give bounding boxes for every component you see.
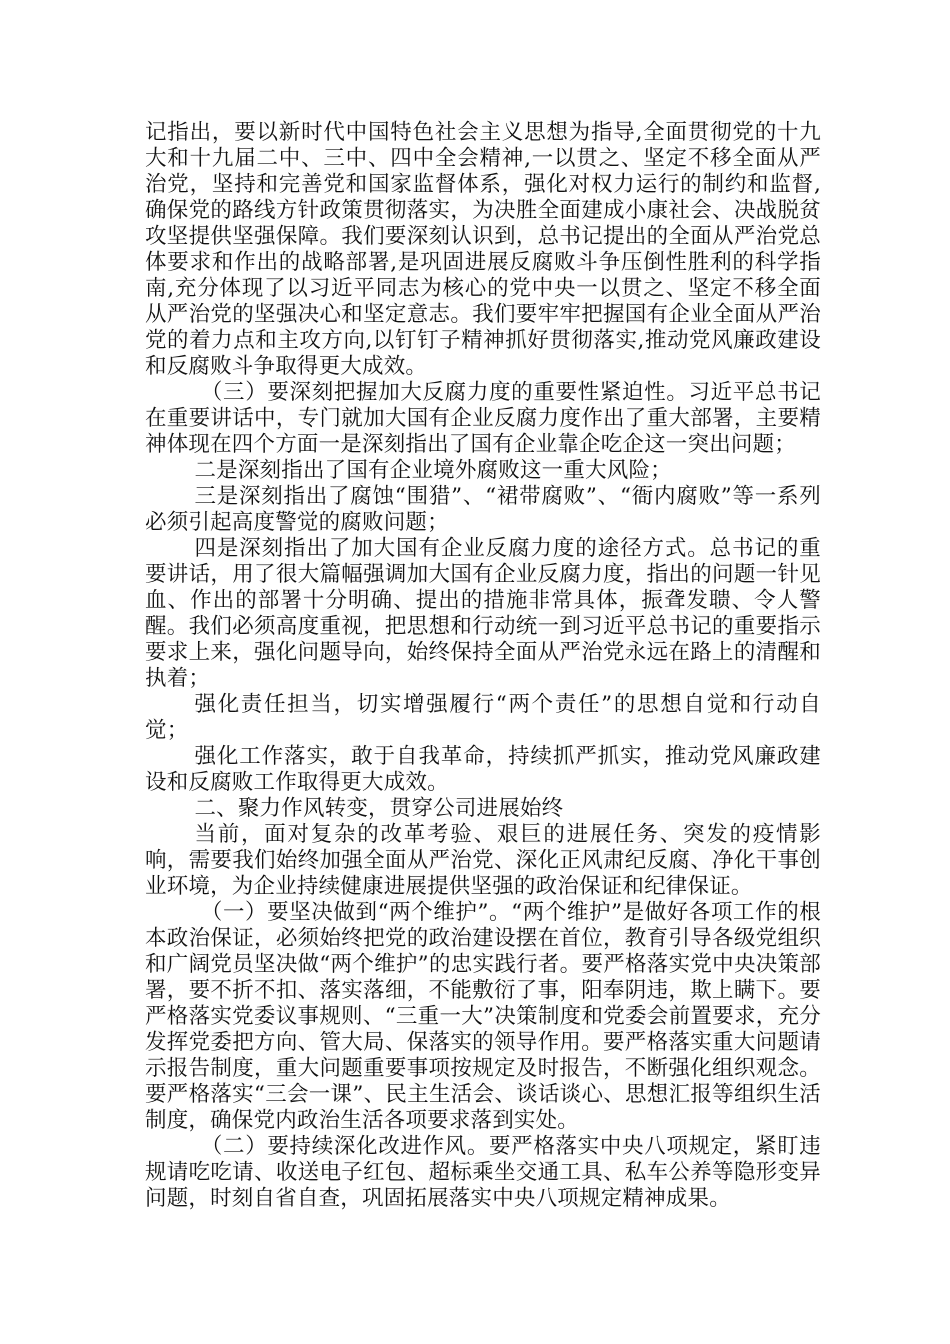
paragraph-4: 三是深刻指出了腐蚀“围猎”、“裙带腐败”、“衙内腐败”等一系列必须引起高度警觉的腐败问题； xyxy=(145,484,821,535)
paragraph-11: （二）要持续深化改进作风。要严格落实中央八项规定，紧盯违规请吃吃请、收送电子红包、超标乘坐交通工具、私车公养等隐形变异问题，时刻自省自查，巩固拓展落实中央八项规定精神成果。 xyxy=(145,1134,821,1211)
document-body xyxy=(145,120,821,1212)
paragraph-9: 当前，面对复杂的改革考验、艰巨的进展任务、突发的疫情影响，需要我们始终加强全面从严治党、深化正风肃纪反腐、净化干事创业环境，为企业持续健康进展提供坚强的政治保证和纪律保证。 xyxy=(145,822,821,899)
paragraph-10: （一）要坚决做到“两个维护”。“两个维护”是做好各项工作的根本政治保证，必须始终把党的政治建设摆在首位，教育引导各级党组织和广阔党员坚决做“两个维护”的忠实践行者。要严格落实党中央决策部署，要不折不扣、落实落细，不能敷衍了事，阳奉阴违，欺上瞒下。要严格落实党委议事规则、“三重一大”决策制度和党委会前置要求，充分发挥党委把方向、管大局、保落实的领导作用。要严格落实重大问题请示报告制度，重大问题重要事项按规定及时报告，不断强化组织观念。要严格落实“三会一课”、民主生活会、谈话谈心、思想汇报等组织生活制度，确保党内政治生活各项要求落到实处。 xyxy=(145,900,821,1133)
paragraph-3: 二是深刻指出了国有企业境外腐败这一重大风险； xyxy=(194,458,672,483)
paragraph-5: 四是深刻指出了加大国有企业反腐力度的途径方式。总书记的重要讲话，用了很大篇幅强调加大国有企业反腐力度，指出的问题一针见血、作出的部署十分明确、提出的措施非常具体，振聋发聩、令人警醒。我们必须高度重视，把思想和行动统一到习近平总书记的重要指示要求上来，强化问题导向，始终保持全面从严治党永远在路上的清醒和执着； xyxy=(145,536,821,691)
paragraph-7: 强化工作落实，敢于自我革命，持续抓严抓实，推动党风廉政建设和反腐败工作取得更大成效。 xyxy=(145,744,821,795)
paragraph-1: 记指出，要以新时代中国特色社会主义思想为指导,全面贯彻党的十九大和十九届二中、三中、四中全会精神,一以贯之、坚定不移全面从严治党，坚持和完善党和国家监督体系，强化对权力运行的制约和监督,确保党的路线方针政策贯彻落实，为决胜全面建成小康社会、决战脱贫攻坚提供坚强保障。我们要深刻认识到，总书记提出的全面从严治党总体要求和作出的战略部署,是巩固进展反腐败斗争压倒性胜利的科学指南,充分体现了以习近平同志为核心的党中央一以贯之、坚定不移全面从严治党的坚强决心和坚定意志。我们要牢牢把握国有企业全面从严治党的着力点和主攻方向,以钉钉子精神抓好贯彻落实,推动党风廉政建设和反腐败斗争取得更大成效。 xyxy=(145,120,821,379)
section-heading: 二、聚力作风转变，贯穿公司进展始终 xyxy=(194,796,564,821)
paragraph-6: 强化责任担当，切实增强履行“两个责任”的思想自觉和行动自觉； xyxy=(145,692,821,743)
paragraph-2: （三）要深刻把握加大反腐力度的重要性紧迫性。习近平总书记在重要讲话中，专门就加大国有企业反腐力度作出了重大部署，主要精神体现在四个方面一是深刻指出了国有企业靠企吃企这一突出问题； xyxy=(145,380,821,457)
